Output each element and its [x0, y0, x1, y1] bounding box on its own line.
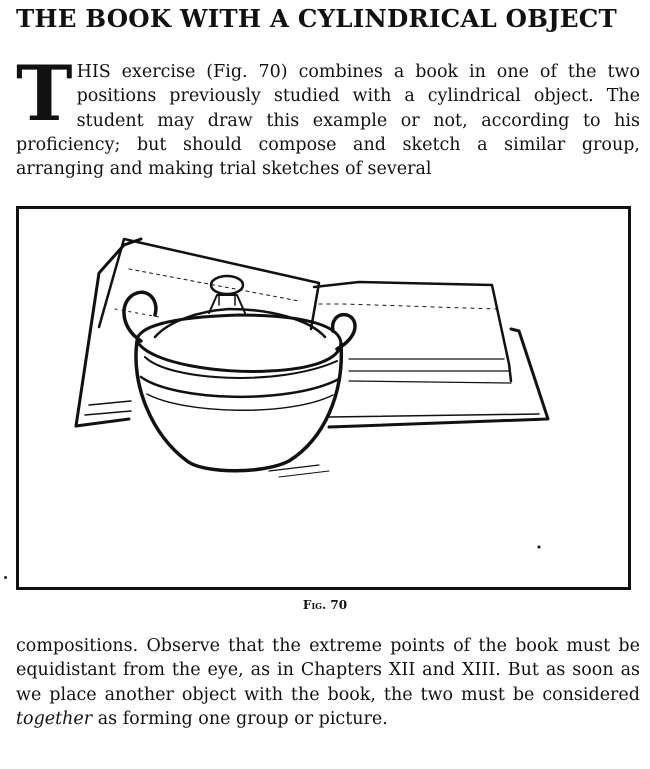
margin-speck	[4, 576, 7, 579]
closing-text-before: compositions. Observe that the extreme points of the book must be equidistant from the eye, as in Chapters XII and XIII. But as soon as we place another object with the book, the two must be considered	[16, 636, 640, 705]
intro-paragraph	[16, 49, 640, 181]
page-title: THE BOOK WITH A CYLINDRICAL OBJECT	[16, 4, 617, 33]
figure-illustration	[19, 209, 628, 587]
pot-rim	[137, 341, 341, 372]
closing-paragraph	[16, 634, 640, 731]
closing-text-after: as forming one group or picture.	[92, 708, 388, 729]
figure-frame	[16, 206, 631, 590]
book-right-cover	[329, 329, 548, 427]
figure-caption: Fig. 70	[302, 598, 348, 612]
closing-emphasis: together	[16, 708, 93, 729]
pot-knob	[211, 276, 243, 294]
pot-lid	[155, 309, 325, 337]
intro-text: HIS exercise (Fig. 70) combines a book in one of the two positions previously studied with a cylindrical object. The student may draw this example or not, according to his proficiency; but should compose and sketch a similar group, arranging and making trial sketches of several	[16, 62, 640, 180]
book-bottom-edge	[76, 419, 129, 426]
drop-cap: T	[16, 49, 73, 138]
book-right-page	[314, 282, 511, 381]
